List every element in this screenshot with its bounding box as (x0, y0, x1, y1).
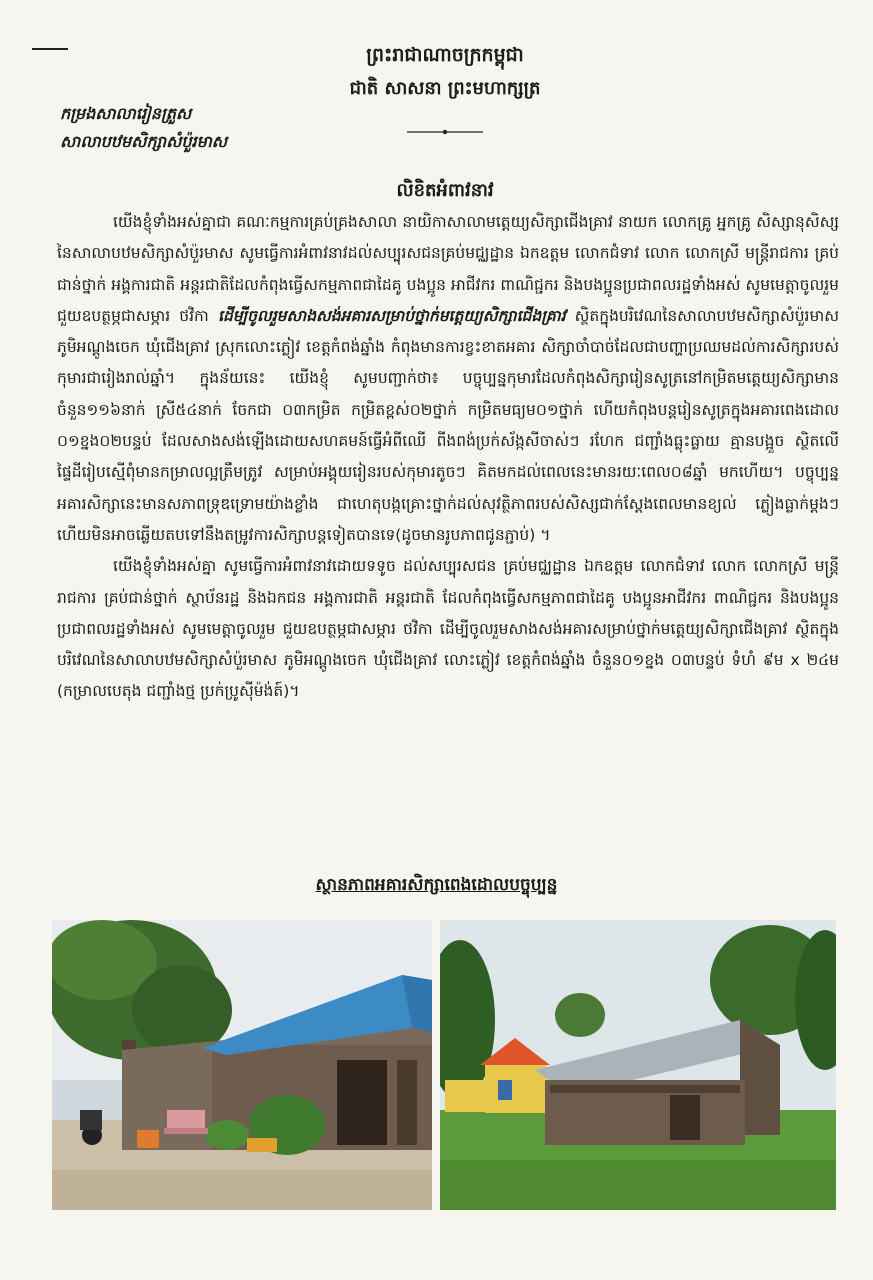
corner-dash (32, 48, 68, 50)
photo-building-side (440, 920, 836, 1210)
paragraph-1-intro: យើងខ្ញុំទាំងអស់គ្នាជា គណៈកម្មការគ្រប់គ្រងសាលា នាយិកាសាលាមត្តេយ្យសិក្សាជើងគ្រាវ នាយក លោកគ្រូ អ្នកគ្រូ សិស្សានុសិស្ស នៃសាលាបឋមសិក្សាសំប៉ួរមាស សូមធ្វើការអំពាវនាវដល់សប្បុរសជនគ្រប់មជ្ឈដ្ឋាន ឯកឧត្តម លោកជំទាវ លោក លោកស្រី មន្ត្រីរាជការ គ្រប់ជាន់ថ្នាក់ អង្គការជាតិ អន្តរជាតិដែលកំពុងធ្វើសកម្មភាពជាដៃគូ បងប្អូន អាជីវករ ពាណិជ្ជករ និងបងប្អូនប្រជាពលរដ្ឋទាំងអស់ សូមមេត្តាចូលរួម ជួយឧបត្ថម្ភជាសម្ភារ ថវិកា (57, 213, 839, 325)
paragraph-1 (57, 207, 839, 551)
photo-building-front (52, 920, 432, 1210)
letter-body (57, 207, 839, 708)
kingdom-heading: ព្រះរាជាណាចក្រកម្ពុជា (366, 44, 524, 66)
office-cluster: កម្រងសាលារៀនត្រួស (60, 104, 192, 123)
paragraph-2: យើងខ្ញុំទាំងអស់គ្នា សូមធ្វើការអំពាវនាវដោយទទូច ដល់សប្បុរសជន គ្រប់មជ្ឈដ្ឋាន ឯកឧត្តម លោកជំទាវ លោក លោកស្រី មន្ត្រីរាជការ គ្រប់ជាន់ថ្នាក់ ស្ថាប័នរដ្ឋ និងឯកជន អង្គការជាតិ អន្តរជាតិ ដែលកំពុងធ្វើសកម្មភាពជាដៃគូ បងប្អូនអាជីវករ ពាណិជ្ជករ និងបងប្អូនប្រជាពលរដ្ឋទាំងអស់ សូមមេត្តាចូលរួម ជួយឧបត្ថម្ភជាសម្ភារ ថវិកា ដើម្បីចូលរួមសាងសង់អគារសម្រាប់ថ្នាក់មត្តេយ្យសិក្សាជើងគ្រាវ ស្ថិតក្នុងបរិវេណនៃសាលាបឋមសិក្សាសំប៉ួរមាស ភូមិអណ្តូងចេក ឃុំជើងគ្រាវ លោះភ្លៀវ ខេត្តកំពង់ឆ្នាំង ចំនួន០១ខ្នង ០៣បន្ទប់ ទំហំ ៩ម x ២៤ម (កម្រាលបេតុង ជញ្ជាំងថ្ម ប្រក់ប្រូស៊ីម៉ង់ត៍)។ (57, 557, 839, 701)
letter-title: លិខិតអំពាវនាវ (396, 180, 494, 201)
ornament-divider (405, 128, 485, 136)
paragraph-1-highlight: ដើម្បីចូលរួមសាងសង់អគារសម្រាប់ថ្នាក់មត្តេយ្យសិក្សាជើងគ្រាវ (217, 306, 566, 325)
paragraph-1-rest: ស្ថិតក្នុងបរិវេណនៃសាលាបឋមសិក្សាសំប៉ួរមាស ភូមិអណ្តូងចេក ឃុំជើងគ្រាវ ស្រុកលោះភ្លៀវ ខេត្តកំពង់ឆ្នាំង កំពុងមានការខ្វះខាតអគារ សិក្សាចាំបាច់ដែលជាបញ្ហាប្រឈមដល់ការសិក្សារបស់កុមារជារៀងរាល់ឆ្នាំ។ ក្នុងន័យនេះ យើងខ្ញុំ សូមបញ្ជាក់ថា៖ បច្ចុប្បន្នកុមារដែលកំពុងសិក្សារៀនសូត្រនៅកម្រិតមត្តេយ្យសិក្សាមានចំនួន១១៦នាក់ ស្រី៥៤នាក់ ចែកជា ០៣កម្រិត កម្រិតខ្ពស់០២ថ្នាក់ កម្រិតមធ្យម០១ថ្នាក់ ហើយកំពុងបន្តរៀនសូត្រក្នុងអគារពេងដោល ០១ខ្នង០២បន្ទប់ ដែលសាងសង់ឡើងដោយសហគមន៍ធ្វើអំពីឈើ ពីងពង់ប្រក់ស័ង្កសីចាស់ៗ រហែក ជញ្ជាំងធ្លុះធ្លាយ គ្មានបង្អួច ស្ថិតលើផ្ទៃដីរៀបស្មើពុំមានកម្រាលល្អត្រឹមត្រូវ សម្រាប់អង្គុយរៀនរបស់កុមារតូចៗ គិតមកដល់ពេលនេះមានរយៈពេល០៨ឆ្នាំ មកហើយ។ បច្ចុប្បន្ន អគារសិក្សានេះមានសភាពទ្រុឌទ្រោមយ៉ាងខ្លាំង ជាហេតុបង្កគ្រោះថ្នាក់ដល់សុវត្ថិភាពរបស់សិស្សជាក់ស្តែងពេលមានខ្យល់ ភ្លៀងធ្លាក់ម្តងៗ ហើយមិនអាចឆ្លើយតបទៅនឹងតម្រូវការសិក្សាបន្តទៀតបានទេ(ដូចមានរូបភាពជូនភ្ជាប់) ។ (57, 306, 839, 544)
office-school: សាលាបឋមសិក្សាសំប៉ួរមាស (60, 132, 228, 151)
issuing-office (60, 100, 320, 156)
national-motto: ជាតិ សាសនា ព្រះមហាក្សត្រ (349, 78, 541, 99)
photos-caption: ស្ថានភាពអគារសិក្សាពេងដោលបច្ចុប្បន្ន (315, 875, 558, 895)
